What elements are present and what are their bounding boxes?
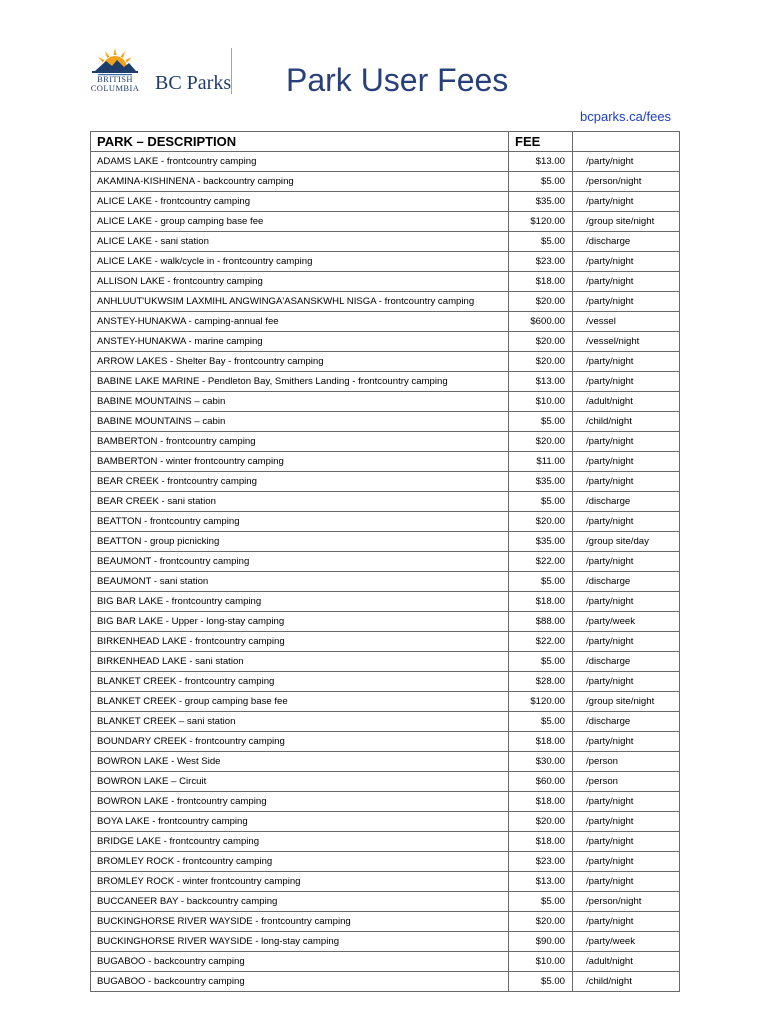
table-row <box>91 212 680 232</box>
fee-cell: $23.00 <box>509 852 573 872</box>
park-cell: BAMBERTON - frontcountry camping <box>91 432 509 452</box>
unit-cell: /group site/day <box>573 532 680 552</box>
unit-cell: /discharge <box>573 652 680 672</box>
park-cell: BEAUMONT - sani station <box>91 572 509 592</box>
unit-cell: /party/night <box>573 552 680 572</box>
park-cell: BUCCANEER BAY - backcountry camping <box>91 892 509 912</box>
unit-cell: /party/night <box>573 852 680 872</box>
fee-cell: $18.00 <box>509 272 573 292</box>
fee-cell: $35.00 <box>509 192 573 212</box>
unit-cell: /group site/night <box>573 692 680 712</box>
fee-cell: $5.00 <box>509 572 573 592</box>
table-row <box>91 852 680 872</box>
unit-cell: /party/night <box>573 372 680 392</box>
unit-cell: /party/night <box>573 292 680 312</box>
unit-cell: /party/night <box>573 272 680 292</box>
page-title: Park User Fees <box>286 62 509 98</box>
table-row <box>91 412 680 432</box>
park-cell: ALICE LAKE - group camping base fee <box>91 212 509 232</box>
table-row <box>91 552 680 572</box>
park-cell: BEAR CREEK - frontcountry camping <box>91 472 509 492</box>
fee-cell: $20.00 <box>509 352 573 372</box>
park-cell: BABINE LAKE MARINE - Pendleton Bay, Smithers Landing - frontcountry camping <box>91 372 509 392</box>
park-cell: BLANKET CREEK - frontcountry camping <box>91 672 509 692</box>
logo-line-columbia: COLUMBIA <box>90 83 140 93</box>
unit-cell: /party/week <box>573 932 680 952</box>
brand-name: BC Parks <box>155 72 232 94</box>
unit-cell: /party/night <box>573 632 680 652</box>
table-row <box>91 672 680 692</box>
table-row <box>91 512 680 532</box>
fee-cell: $20.00 <box>509 332 573 352</box>
fee-cell: $18.00 <box>509 732 573 752</box>
park-cell: BUCKINGHORSE RIVER WAYSIDE - long-stay camping <box>91 932 509 952</box>
park-cell: BABINE MOUNTAINS – cabin <box>91 392 509 412</box>
park-cell: BAMBERTON - winter frontcountry camping <box>91 452 509 472</box>
table-row <box>91 472 680 492</box>
unit-cell: /group site/night <box>573 212 680 232</box>
unit-cell: /discharge <box>573 492 680 512</box>
unit-cell: /party/night <box>573 252 680 272</box>
unit-cell: /child/night <box>573 972 680 992</box>
fee-cell: $22.00 <box>509 552 573 572</box>
fee-cell: $13.00 <box>509 372 573 392</box>
park-cell: ANSTEY-HUNAKWA - marine camping <box>91 332 509 352</box>
unit-cell: /party/night <box>573 432 680 452</box>
table-row <box>91 532 680 552</box>
table-row <box>91 932 680 952</box>
park-cell: BUCKINGHORSE RIVER WAYSIDE - frontcountry camping <box>91 912 509 932</box>
fee-cell: $5.00 <box>509 712 573 732</box>
park-cell: BEAR CREEK - sani station <box>91 492 509 512</box>
table-row <box>91 152 680 172</box>
fee-cell: $5.00 <box>509 232 573 252</box>
table-row <box>91 892 680 912</box>
fee-cell: $5.00 <box>509 492 573 512</box>
park-cell: BEATTON - frontcountry camping <box>91 512 509 532</box>
park-cell: BOWRON LAKE - West Side <box>91 752 509 772</box>
park-cell: BRIDGE LAKE - frontcountry camping <box>91 832 509 852</box>
table-row <box>91 312 680 332</box>
fee-cell: $30.00 <box>509 752 573 772</box>
unit-cell: /party/night <box>573 352 680 372</box>
table-row <box>91 392 680 412</box>
table-row <box>91 432 680 452</box>
table-header-row <box>91 132 680 152</box>
fee-cell: $90.00 <box>509 932 573 952</box>
park-cell: ANSTEY-HUNAKWA - camping-annual fee <box>91 312 509 332</box>
fee-cell: $13.00 <box>509 872 573 892</box>
park-cell: ALICE LAKE - frontcountry camping <box>91 192 509 212</box>
unit-cell: /party/night <box>573 872 680 892</box>
table-row <box>91 352 680 372</box>
table-row <box>91 332 680 352</box>
logo-divider <box>231 48 232 94</box>
table-row <box>91 252 680 272</box>
table-row <box>91 952 680 972</box>
fee-cell: $60.00 <box>509 772 573 792</box>
park-cell: BOYA LAKE - frontcountry camping <box>91 812 509 832</box>
park-cell: AKAMINA-KISHINENA - backcountry camping <box>91 172 509 192</box>
park-cell: ALLISON LAKE - frontcountry camping <box>91 272 509 292</box>
fee-cell: $10.00 <box>509 952 573 972</box>
fee-cell: $22.00 <box>509 632 573 652</box>
unit-cell: /party/night <box>573 812 680 832</box>
table-row <box>91 772 680 792</box>
unit-cell: /party/night <box>573 472 680 492</box>
unit-cell: /discharge <box>573 572 680 592</box>
unit-cell: /person <box>573 752 680 772</box>
table-row <box>91 872 680 892</box>
column-header-unit <box>573 132 680 152</box>
province-wordmark <box>86 75 144 93</box>
park-cell: BIG BAR LAKE - Upper - long-stay camping <box>91 612 509 632</box>
fee-cell: $5.00 <box>509 412 573 432</box>
unit-cell: /adult/night <box>573 952 680 972</box>
fee-cell: $5.00 <box>509 892 573 912</box>
park-cell: BOUNDARY CREEK - frontcountry camping <box>91 732 509 752</box>
unit-cell: /party/night <box>573 832 680 852</box>
unit-cell: /party/night <box>573 912 680 932</box>
fee-cell: $20.00 <box>509 812 573 832</box>
park-cell: ADAMS LAKE - frontcountry camping <box>91 152 509 172</box>
unit-cell: /party/night <box>573 592 680 612</box>
table-row <box>91 732 680 752</box>
park-cell: BABINE MOUNTAINS – cabin <box>91 412 509 432</box>
unit-cell: /party/night <box>573 672 680 692</box>
unit-cell: /party/night <box>573 732 680 752</box>
table-row <box>91 632 680 652</box>
fee-cell: $5.00 <box>509 652 573 672</box>
park-cell: BOWRON LAKE - frontcountry camping <box>91 792 509 812</box>
table-row <box>91 572 680 592</box>
table-row <box>91 812 680 832</box>
fee-cell: $600.00 <box>509 312 573 332</box>
unit-cell: /discharge <box>573 232 680 252</box>
fee-cell: $10.00 <box>509 392 573 412</box>
park-cell: BUGABOO - backcountry camping <box>91 972 509 992</box>
park-cell: BROMLEY ROCK - winter frontcountry camping <box>91 872 509 892</box>
unit-cell: /person <box>573 772 680 792</box>
table-row <box>91 192 680 212</box>
unit-cell: /vessel <box>573 312 680 332</box>
fee-cell: $20.00 <box>509 292 573 312</box>
fee-cell: $120.00 <box>509 212 573 232</box>
table-row <box>91 452 680 472</box>
fees-table <box>90 131 680 992</box>
park-cell: ANHLUUT'UKWSIM LAXMIHL ANGWINGA'ASANSKWHL NISGA - frontcountry camping <box>91 292 509 312</box>
unit-cell: /party/night <box>573 452 680 472</box>
fee-cell: $88.00 <box>509 612 573 632</box>
table-row <box>91 592 680 612</box>
table-row <box>91 792 680 812</box>
fee-cell: $20.00 <box>509 432 573 452</box>
park-cell: BIG BAR LAKE - frontcountry camping <box>91 592 509 612</box>
park-cell: BUGABOO - backcountry camping <box>91 952 509 972</box>
park-cell: BLANKET CREEK - group camping base fee <box>91 692 509 712</box>
park-cell: BIRKENHEAD LAKE - sani station <box>91 652 509 672</box>
park-cell: ARROW LAKES - Shelter Bay - frontcountry camping <box>91 352 509 372</box>
fee-cell: $18.00 <box>509 592 573 612</box>
unit-cell: /party/night <box>573 152 680 172</box>
unit-cell: /vessel/night <box>573 332 680 352</box>
unit-cell: /adult/night <box>573 392 680 412</box>
fee-cell: $120.00 <box>509 692 573 712</box>
park-cell: BLANKET CREEK – sani station <box>91 712 509 732</box>
table-row <box>91 832 680 852</box>
fee-cell: $35.00 <box>509 532 573 552</box>
fee-cell: $35.00 <box>509 472 573 492</box>
website-link[interactable]: bcparks.ca/fees <box>580 109 672 124</box>
fee-cell: $23.00 <box>509 252 573 272</box>
park-cell: ALICE LAKE - walk/cycle in - frontcountry camping <box>91 252 509 272</box>
unit-cell: /party/night <box>573 192 680 212</box>
unit-cell: /person/night <box>573 172 680 192</box>
fee-cell: $5.00 <box>509 972 573 992</box>
table-row <box>91 692 680 712</box>
logo-line-british: BRITISH <box>97 74 133 84</box>
park-cell: BIRKENHEAD LAKE - frontcountry camping <box>91 632 509 652</box>
unit-cell: /person/night <box>573 892 680 912</box>
park-cell: BROMLEY ROCK - frontcountry camping <box>91 852 509 872</box>
fee-cell: $13.00 <box>509 152 573 172</box>
table-row <box>91 712 680 732</box>
table-row <box>91 372 680 392</box>
park-cell: BEATTON - group picnicking <box>91 532 509 552</box>
unit-cell: /party/week <box>573 612 680 632</box>
unit-cell: /party/night <box>573 792 680 812</box>
table-row <box>91 972 680 992</box>
table-row <box>91 292 680 312</box>
column-header-fee: FEE <box>509 132 573 152</box>
fee-cell: $20.00 <box>509 512 573 532</box>
fee-cell: $18.00 <box>509 792 573 812</box>
fee-cell: $11.00 <box>509 452 573 472</box>
table-row <box>91 492 680 512</box>
park-cell: ALICE LAKE - sani station <box>91 232 509 252</box>
table-row <box>91 612 680 632</box>
park-cell: BOWRON LAKE – Circuit <box>91 772 509 792</box>
table-row <box>91 652 680 672</box>
fee-cell: $20.00 <box>509 912 573 932</box>
park-cell: BEAUMONT - frontcountry camping <box>91 552 509 572</box>
table-row <box>91 912 680 932</box>
unit-cell: /discharge <box>573 712 680 732</box>
table-row <box>91 172 680 192</box>
unit-cell: /party/night <box>573 512 680 532</box>
unit-cell: /child/night <box>573 412 680 432</box>
table-row <box>91 232 680 252</box>
column-header-park: PARK – DESCRIPTION <box>91 132 509 152</box>
table-row <box>91 752 680 772</box>
sun-mountain-emblem-icon <box>86 44 144 76</box>
table-row <box>91 272 680 292</box>
fee-cell: $28.00 <box>509 672 573 692</box>
fee-cell: $18.00 <box>509 832 573 852</box>
fee-cell: $5.00 <box>509 172 573 192</box>
